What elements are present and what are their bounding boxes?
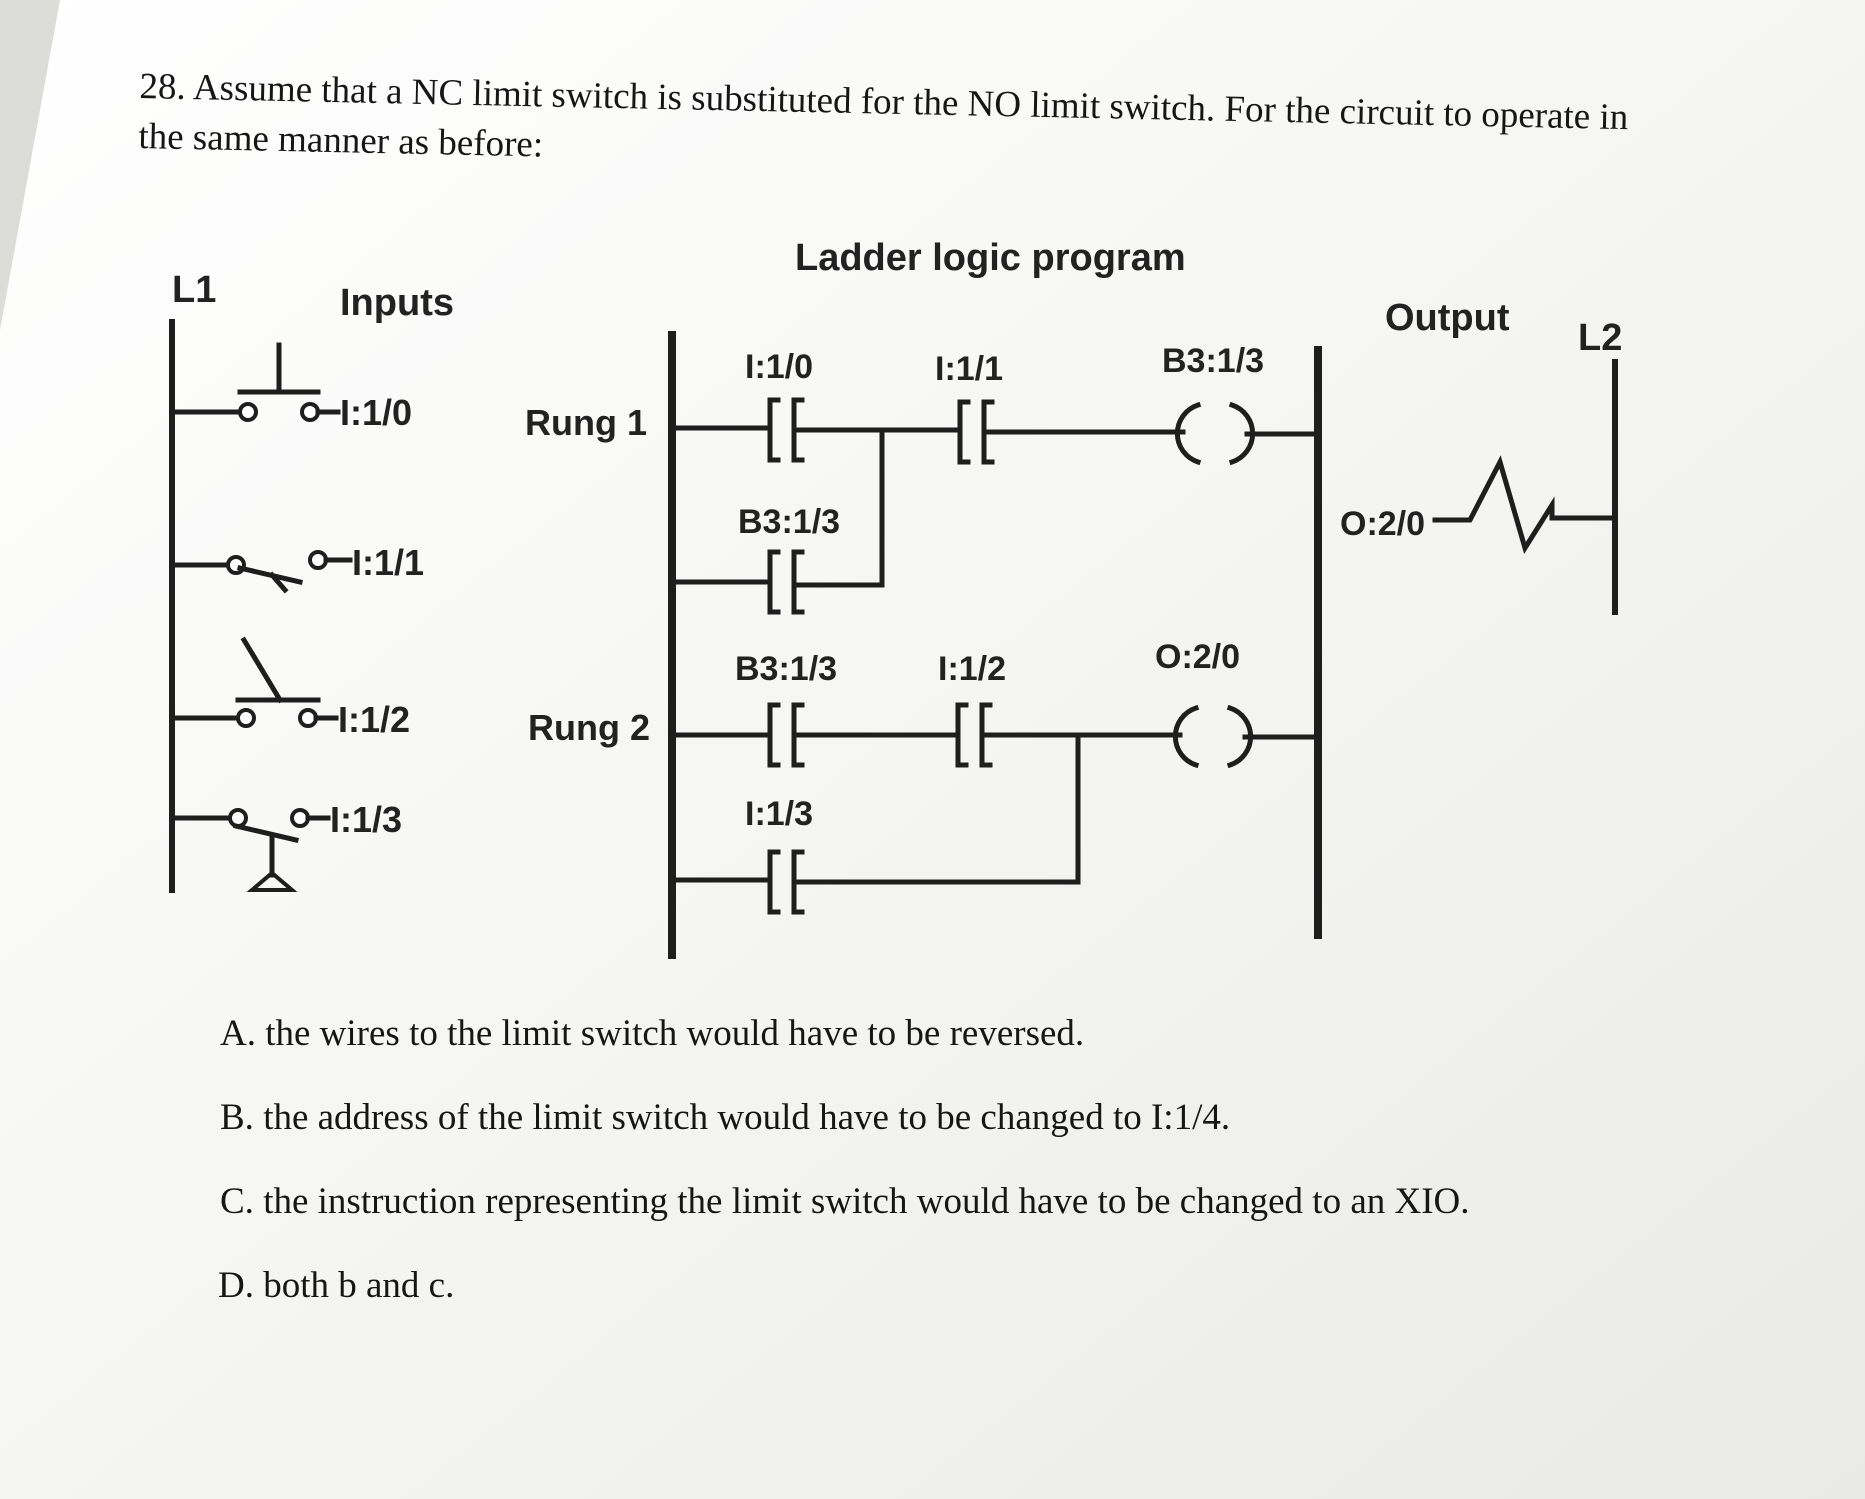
input-label-0: I:1/0 xyxy=(340,392,413,433)
rail-left-label: L1 xyxy=(172,269,217,311)
contact-label: I:1/1 xyxy=(935,350,1004,388)
rung-label-2: Rung 2 xyxy=(528,707,650,748)
answer-option-a[interactable] xyxy=(220,1012,1084,1055)
option-letter: A. xyxy=(220,1013,256,1054)
option-letter: D. xyxy=(218,1265,254,1306)
limit-switch-symbol xyxy=(172,640,336,726)
contact-label: B3:1/3 xyxy=(735,650,838,688)
diagram-title: Ladder logic program xyxy=(795,237,1186,279)
switch-symbol xyxy=(172,552,350,590)
coil-label: B3:1/3 xyxy=(1162,342,1265,380)
rail-right-label: L2 xyxy=(1578,317,1623,359)
contact-label: I:1/3 xyxy=(745,795,814,833)
option-text: both b and c. xyxy=(263,1265,455,1306)
answer-option-b[interactable] xyxy=(220,1096,1230,1139)
option-letter: C. xyxy=(220,1181,254,1222)
question-body: Assume that a NC limit switch is substituted for the NO limit switch. For the circuit to operate in the same manner as before: xyxy=(138,67,1629,166)
heater-load-symbol xyxy=(1435,462,1615,548)
option-text: the wires to the limit switch would have to be reversed. xyxy=(265,1013,1085,1054)
output-heading: Output xyxy=(1385,297,1510,339)
input-label-3: I:1/3 xyxy=(330,799,403,840)
answer-option-d[interactable] xyxy=(218,1264,454,1307)
pushbutton-no-symbol xyxy=(172,345,338,420)
contact-label: B3:1/3 xyxy=(738,503,841,541)
contact-label: I:1/0 xyxy=(745,348,814,386)
option-text: the instruction representing the limit switch would have to be changed to an XIO. xyxy=(263,1181,1470,1222)
coil-label: O:2/0 xyxy=(1155,638,1241,676)
rung-label-1: Rung 1 xyxy=(525,402,647,443)
option-letter: B. xyxy=(220,1097,254,1138)
float-switch-symbol xyxy=(172,810,328,890)
answer-option-c[interactable] xyxy=(220,1180,1470,1223)
input-label-2: I:1/2 xyxy=(338,699,411,740)
inputs-heading: Inputs xyxy=(340,282,454,324)
input-label-1: I:1/1 xyxy=(352,542,425,583)
question-number: 28. xyxy=(139,65,187,108)
contact-label: I:1/2 xyxy=(938,650,1007,688)
option-text: the address of the limit switch would have to be changed to I:1/4. xyxy=(263,1097,1231,1138)
output-address-label: O:2/0 xyxy=(1340,505,1426,543)
